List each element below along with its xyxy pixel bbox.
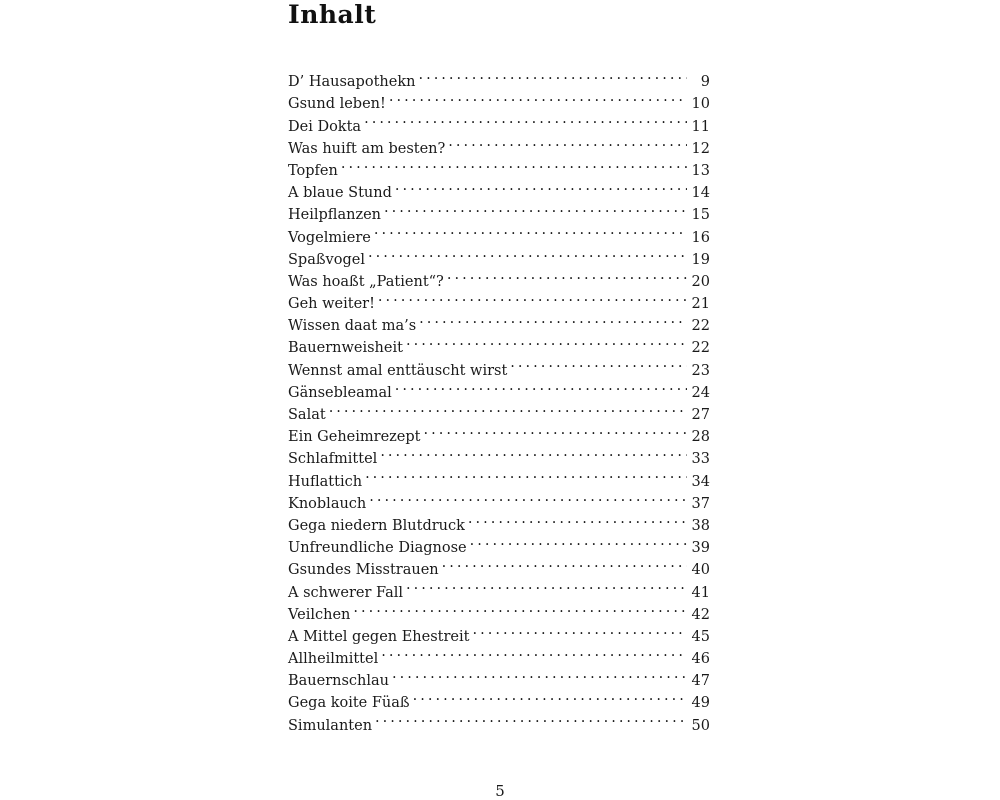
toc-dot-leader	[448, 131, 687, 153]
toc-entry-page-number: 22	[691, 340, 710, 357]
toc-entry-page-number: 38	[691, 517, 710, 534]
toc-dot-leader	[364, 108, 687, 130]
toc-entry-page-number: 39	[691, 540, 710, 557]
toc-entry-page-number: 23	[691, 362, 710, 379]
toc-entry-page-number: 24	[691, 384, 710, 401]
toc-dot-leader	[472, 619, 687, 641]
toc-dot-leader	[381, 641, 687, 663]
toc-entry-page-number: 11	[691, 118, 710, 135]
toc-entry-title: Topfen	[288, 162, 338, 179]
toc-entry-page-number: 49	[691, 695, 710, 712]
toc-entry-title: Wissen daat ma’s	[288, 318, 417, 335]
toc-dot-leader	[384, 197, 687, 219]
toc-entry-page-number: 50	[691, 717, 710, 734]
toc-dot-leader	[468, 508, 687, 530]
toc-entry-title: Spaßvogel	[288, 251, 365, 268]
toc-entry-title: Ein Geheimrezept	[288, 429, 421, 446]
toc-entry-page-number: 9	[700, 74, 710, 91]
toc-entry-title: Huflattich	[288, 473, 363, 490]
toc-dot-leader	[374, 219, 687, 241]
toc-entry-page-number: 19	[691, 251, 710, 268]
toc-entry-title: Gsundes Misstrauen	[288, 562, 439, 579]
toc-entry-title: Bauernweisheit	[288, 340, 403, 357]
page-title: Inhalt	[288, 0, 377, 29]
toc-entry-title: Unfreundliche Diagnose	[288, 540, 467, 557]
toc-dot-leader	[369, 486, 687, 508]
toc-entry-page-number: 15	[691, 207, 710, 224]
toc-dot-leader	[389, 86, 687, 108]
toc-entry	[288, 153, 710, 179]
toc-entry-page-number: 27	[691, 407, 710, 423]
toc-dot-leader	[442, 552, 687, 574]
toc-entry-title: Gega niedern Blutdruck	[288, 517, 465, 534]
toc-entry	[288, 419, 710, 446]
toc-entry-title: D’ Hausapothekn	[288, 74, 416, 91]
toc-dot-leader	[395, 375, 687, 397]
toc-entry-title: Wennst amal enttäuscht wirst	[288, 362, 508, 379]
toc-entry-title: Gänsebleamal	[288, 384, 392, 401]
toc-entry-page-number: 45	[691, 628, 710, 645]
toc-entry-title: Simulanten	[288, 717, 373, 734]
toc-entry-title: Allheilmittel	[288, 651, 379, 668]
toc-entry-page-number: 33	[691, 451, 710, 468]
toc-entry-page-number: 14	[691, 185, 710, 202]
toc-entry-page-number: 20	[691, 273, 710, 290]
toc-entry-title: Veilchen	[288, 606, 351, 623]
toc-entry-title: Vogelmiere	[288, 229, 371, 246]
toc-entry	[288, 175, 710, 202]
toc-entry-title: Geh weiter!	[288, 296, 375, 313]
toc-entry	[288, 397, 710, 423]
toc-dot-leader	[418, 64, 687, 86]
table-of-contents	[288, 64, 710, 734]
toc-dot-leader	[413, 685, 687, 707]
toc-entry-title: Knoblauch	[288, 495, 367, 512]
toc-dot-leader	[378, 286, 687, 308]
toc-entry-title: A blaue Stund	[288, 185, 392, 202]
toc-dot-leader	[368, 242, 687, 264]
toc-dot-leader	[419, 308, 687, 330]
toc-dot-leader	[329, 397, 687, 419]
toc-dot-leader	[470, 530, 687, 552]
toc-entry-page-number: 21	[691, 296, 710, 313]
toc-dot-leader	[406, 574, 687, 596]
toc-dot-leader	[353, 597, 687, 619]
toc-dot-leader	[406, 330, 687, 352]
toc-entry-title: A schwerer Fall	[288, 584, 404, 601]
toc-dot-leader	[375, 707, 687, 729]
toc-entry-title: Bauernschlau	[288, 673, 390, 690]
toc-entry-page-number: 22	[691, 318, 710, 335]
toc-dot-leader	[423, 419, 687, 441]
toc-entry	[288, 64, 710, 91]
toc-dot-leader	[365, 463, 687, 485]
toc-entry-page-number: 42	[691, 606, 710, 623]
toc-entry-page-number: 41	[691, 584, 710, 601]
toc-entry-page-number: 10	[691, 96, 710, 113]
toc-entry-title: Schlafmittel	[288, 451, 378, 468]
toc-entry-title: Salat	[288, 407, 326, 423]
toc-entry-page-number: 12	[691, 140, 710, 157]
toc-entry-page-number: 46	[691, 651, 710, 668]
toc-entry-page-number: 40	[691, 562, 710, 579]
toc-dot-leader	[392, 663, 687, 685]
toc-entry-title: Heilpflanzen	[288, 207, 381, 224]
toc-entry-title: A Mittel gegen Ehestreit	[288, 628, 470, 645]
toc-entry-title: Dei Dokta	[288, 118, 362, 135]
toc-entry-page-number: 37	[691, 495, 710, 512]
toc-dot-leader	[395, 175, 687, 197]
toc-entry-page-number: 34	[691, 473, 710, 490]
toc-dot-leader	[510, 352, 687, 374]
toc-entry-title: Was huift am besten?	[288, 140, 446, 157]
toc-dot-leader	[341, 153, 687, 175]
toc-entry-title: Gsund leben!	[288, 96, 386, 113]
toc-entry	[288, 619, 710, 645]
toc-entry-title: Was hoaßt „Patient“?	[288, 273, 444, 290]
toc-entry-page-number: 16	[691, 229, 710, 246]
toc-entry-page-number: 13	[691, 162, 710, 179]
toc-entry-title: Gega koite Füaß	[288, 695, 410, 712]
toc-entry-page-number: 28	[691, 429, 710, 446]
toc-entry-page-number: 47	[691, 673, 710, 690]
toc-dot-leader	[380, 441, 687, 463]
toc-dot-leader	[447, 264, 687, 286]
page-number: 5	[495, 782, 505, 800]
